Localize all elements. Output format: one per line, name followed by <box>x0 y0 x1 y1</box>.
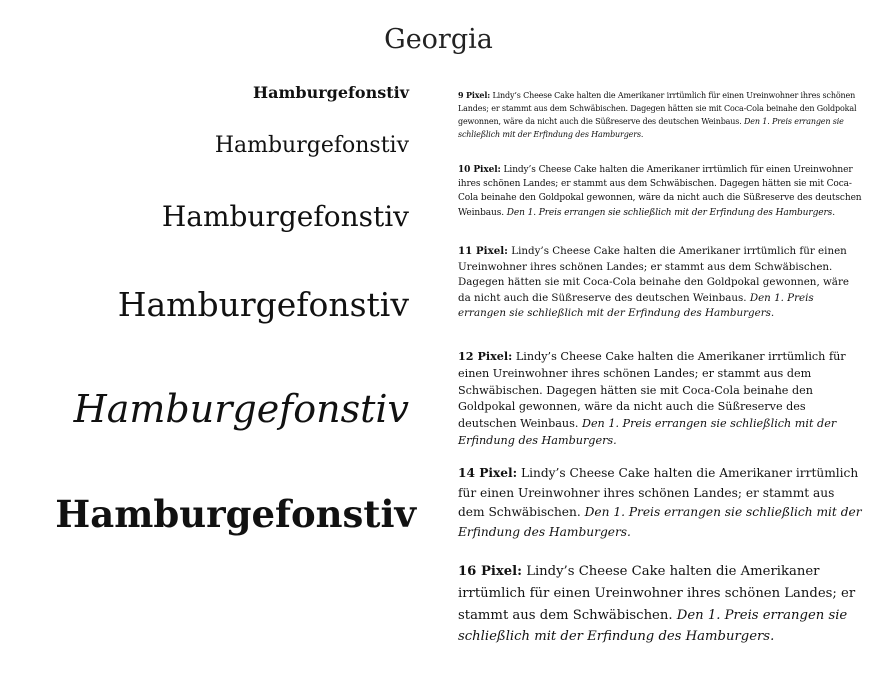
sample-label: 16 Pixel: <box>458 564 522 579</box>
specimen-regular-small: Hamburgefonstiv <box>214 133 409 158</box>
sample-italic: Den 1. Preis errangen sie schließlich mit der Erfindung des Hamburgers. <box>458 117 844 139</box>
sample-label: 14 Pixel: <box>458 466 518 480</box>
sample-11px <box>458 244 863 322</box>
sample-body: Lindy’s Cheese Cake halten die Amerikaner irrtümlich für einen Ureinwohner ihres schönen Landes; er stammt aus dem Schwäbischen. Dagegen hätten sie mit Coca-Cola beinahe den Goldpokal gewonnen, wäre da nicht auch die Süßreserve des deutschen Weinbaus. <box>458 165 862 218</box>
sample-12px <box>458 348 863 450</box>
sample-body: Lindy’s Cheese Cake halten die Amerikaner irrtümlich für einen Ureinwohner ihres schönen Landes; er stammt aus dem Schwäbischen. Dagegen hätten sie mit Coca-Cola beinahe den Goldpokal gewonnen, wäre da nicht auch die Süßreserve des deutschen Weinbaus. <box>458 350 846 431</box>
sample-label: 11 Pixel: <box>458 245 508 257</box>
sample-label: 12 Pixel: <box>458 349 513 363</box>
sample-italic: Den 1. Preis errangen sie schließlich mit der Erfindung des Hamburgers. <box>458 607 848 645</box>
specimen-regular-medium: Hamburgefonstiv <box>161 200 409 233</box>
sample-body: Lindy’s Cheese Cake halten die Amerikaner irrtümlich für einen Ureinwohner ihres schönen Landes; er stammt aus dem Schwäbischen. Dagegen hätten sie mit Coca-Cola beinahe den Goldpokal gewonnen, wäre da nicht auch die Süßreserve des deutschen Weinbaus. <box>458 91 857 126</box>
sample-label: 10 Pixel: <box>458 165 501 175</box>
sample-9px <box>458 89 863 141</box>
sample-14px <box>458 464 863 542</box>
sample-16px <box>458 561 863 648</box>
page-title: Georgia <box>384 24 493 55</box>
sample-italic: Den 1. Preis errangen sie schließlich mit der Erfindung des Hamburgers. <box>506 207 835 218</box>
specimen-regular-large: Hamburgefonstiv <box>117 285 409 324</box>
sample-italic: Den 1. Preis errangen sie schließlich mit der Erfindung des Hamburgers. <box>458 291 814 319</box>
sample-label: 9 Pixel: <box>458 90 491 100</box>
sample-body: Lindy’s Cheese Cake halten die Amerikaner irrtümlich für einen Ureinwohner ihres schönen Landes; er stammt aus dem Schwäbischen. <box>458 466 859 519</box>
specimen-italic: Hamburgefonstiv <box>73 387 409 431</box>
sample-10px <box>458 163 863 220</box>
sample-italic: Den 1. Preis errangen sie schließlich mit der Erfindung des Hamburgers. <box>458 417 837 447</box>
sample-italic: Den 1. Preis errangen sie schließlich mit der Erfindung des Hamburgers. <box>458 505 862 539</box>
specimen-bold-small: Hamburgefonstiv <box>253 83 409 102</box>
sample-body: Lindy’s Cheese Cake halten die Amerikaner irrtümlich für einen Ureinwohner ihres schönen Landes; er stammt aus dem Schwäbischen. Dagegen hätten sie mit Coca-Cola beinahe den Goldpokal gewonnen, wäre da nicht auch die Süßreserve des deutschen Weinbaus. <box>458 245 849 304</box>
specimen-bold-large: Hamburgefonstiv <box>55 492 416 536</box>
sample-body: Lindy’s Cheese Cake halten die Amerikaner irrtümlich für einen Ureinwohner ihres schönen Landes; er stammt aus dem Schwäbischen. <box>458 564 856 623</box>
